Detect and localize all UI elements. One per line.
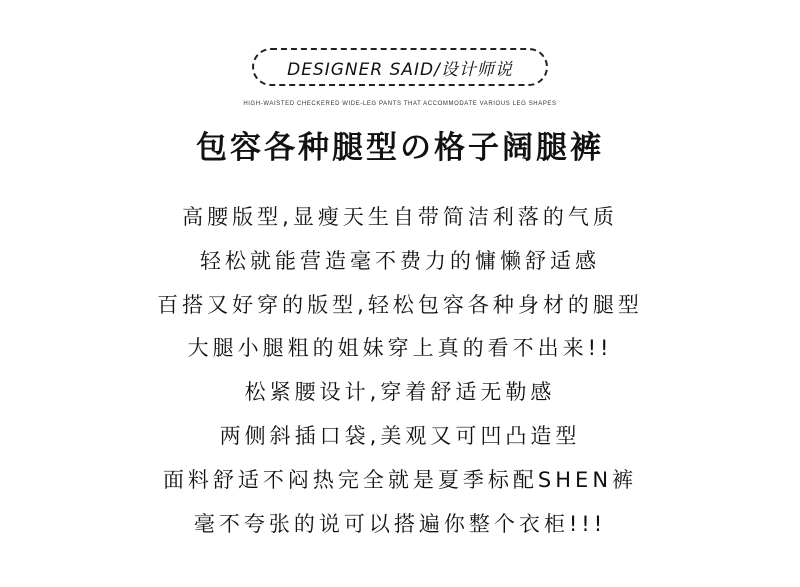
product-headline: 包容各种腿型の格子阔腿裤 <box>196 130 604 166</box>
description-line: 毫不夸张的说可以搭遍你整个衣柜!!! <box>193 511 607 536</box>
description-line: 大腿小腿粗的姐妹穿上真的看不出来!! <box>187 336 613 361</box>
description-line: 面料舒适不闷热完全就是夏季标配SHEN裤 <box>162 467 638 492</box>
description-line: 百搭又好穿的版型,轻松包容各种身材的腿型 <box>157 292 643 317</box>
english-tagline: HIGH-WAISTED CHECKERED WIDE-LEG PANTS THAT ACCOMMODATE VARIOUS LEG SHAPES <box>243 101 557 107</box>
description-line: 高腰版型,显瘦天生自带简洁利落的气质 <box>182 205 618 229</box>
designer-said-badge <box>252 48 548 86</box>
description-line: 松紧腰设计,穿着舒适无勒感 <box>244 380 556 405</box>
badge-text: DESIGNER SAID/设计师说 <box>287 59 513 80</box>
description-line: 轻松就能营造毫不费力的慵懒舒适感 <box>200 248 600 273</box>
description-list <box>0 196 800 546</box>
description-line: 两侧斜插口袋,美观又可凹凸造型 <box>219 423 581 448</box>
